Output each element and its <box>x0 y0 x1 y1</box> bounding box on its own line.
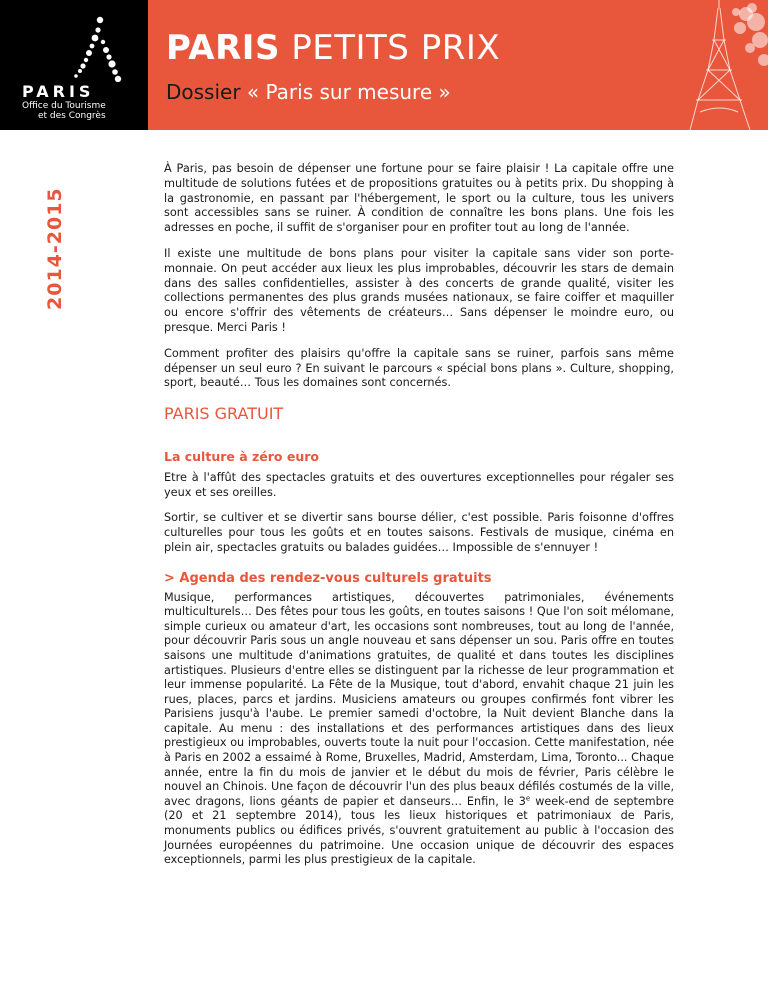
title-bold: PARIS <box>166 28 280 68</box>
subtitle-main: « Paris sur mesure » <box>246 80 451 104</box>
culture-paragraph-2: Sortir, se cultiver et se divertir sans bourse délier, c'est possible. Paris foisonne d'offres culturelles pour tous les goûts et en toutes saisons. Festivals de musique, cinéma en plein air, spectacles gratuits ou balades guidées… Impossible de s'ennuyer ! <box>164 511 674 554</box>
paris-tourism-logo[interactable] <box>0 0 148 130</box>
agenda-body <box>164 605 674 868</box>
agenda-body-a: multiculturels… Des fêtes pour tous les goûts, en toutes saisons ! Que l'on soit mélomane, simple curieux ou amateur d'art, les occasions sont nombreuses, tout au long de l'année, pour découvrir Paris sous un angle nouveau et sans dépenser un sou. Paris offre en toutes saisons une multitude d'animations gratuites, de qualité et dans toutes les disciplines artistiques. Plusieurs d'entre elles se distinguent par la richesse de leur programmation et leur immense popularité. La Fête de la Musique, tout d'abord, envahit chaque 21 juin les rues, places, parcs et jardins. Musiciens amateurs ou groupes confirmés font vibrer les Parisiens jusqu'à l'aube. Le premier samedi d'octobre, la Nuit devient Blanche dans la capitale. Au menu : des installations et des performances artistiques dans des lieux prestigieux ou improbables, ouverts toute la nuit pour l'occasion. Cette manifestation, née à Paris en 2002 a essaimé à Rome, Bruxelles, Madrid, Amsterdam, Lima, Toronto... Chaque année, entre la fin du mois de janvier et le début du mois de février, Paris célèbre le nouvel an Chinois. Une façon de découvrir l'un des plus beaux défilés costumés de la ville, avec dragons, lions géants de papier et danseurs… Enfin, le 3 <box>164 605 674 808</box>
subtitle-prefix: Dossier <box>166 80 241 104</box>
agenda-ordinal-sup: e <box>525 794 531 803</box>
header-banner <box>148 0 768 130</box>
logo-subtitle-line2: et des Congrès <box>38 111 106 121</box>
culture-paragraph-1: Etre à l'affût des spectacles gratuits et des ouvertures exceptionnelles pour régaler ses yeux et ses oreilles. <box>164 470 674 499</box>
page-subtitle <box>166 80 451 104</box>
intro-paragraph-1: À Paris, pas besoin de dépenser une fortune pour se faire plaisir ! La capitale offre une multitude de solutions futées et de propositions gratuites ou à petits prix. Du shopping à la gastronomie, en passant par l'hébergement, le sport ou la culture, tous les univers sont accessibles sans se ruiner. À condition de connaître les bons plans. Une fois les adresses en poche, il suffit de s'organiser pour en profiter tout au long de l'année. <box>164 162 674 235</box>
year-label: 2014-2015 <box>44 187 66 310</box>
agenda-text <box>164 591 674 868</box>
eiffel-tower-illustration <box>648 0 768 130</box>
agenda-body-b: week-end de septembre (20 et 21 septembre 2014), tous les lieux historiques et patrimoniaux de Paris, monuments publics ou édifices privés, s'ouvrent gratuitement au public à l'occasion des Journées européennes du patrimoine. Une occasion unique de découvrir des espaces exceptionnels, parmi les plus prestigieux de la capitale. <box>164 794 674 867</box>
title-light: PETITS PRIX <box>291 28 501 68</box>
intro-paragraph-3: Comment profiter des plaisirs qu'offre la capitale sans se ruiner, parfois sans même dépenser un seul euro ? En suivant le parcours « spécial bons plans ». Culture, shopping, sport, beauté… Tous les domaines sont concernés. <box>164 346 674 390</box>
main-content <box>164 162 674 868</box>
intro-paragraph-2: Il existe une multitude de bons plans pour visiter la capitale sans vider son porte-monnaie. On peut accéder aux lieux les plus improbables, découvrir les stars de demain dans des salles confidentielles, assister à des concerts de grande qualité, visiter les collections permanentes des plus grands musées nationaux, se faire coiffer et maquiller ou encore s'offrir des vêtements de créateurs… Sans dépenser le moindre euro, ou presque. Merci Paris ! <box>164 246 674 334</box>
page-title <box>166 28 500 68</box>
logo-subtitle-line1: Office du Tourisme <box>22 101 106 111</box>
logo-dots-graphic <box>0 0 148 82</box>
logo-subtitle <box>22 101 106 121</box>
agenda-first-line: Musique, performances artistiques, découvertes patrimoniales, événements <box>164 590 674 604</box>
logo-wordmark: PARIS <box>22 82 95 101</box>
agenda-heading[interactable]: > Agenda des rendez-vous culturels gratuits <box>164 570 492 586</box>
section-heading: PARIS GRATUIT <box>164 404 284 424</box>
culture-heading: La culture à zéro euro <box>164 448 319 464</box>
